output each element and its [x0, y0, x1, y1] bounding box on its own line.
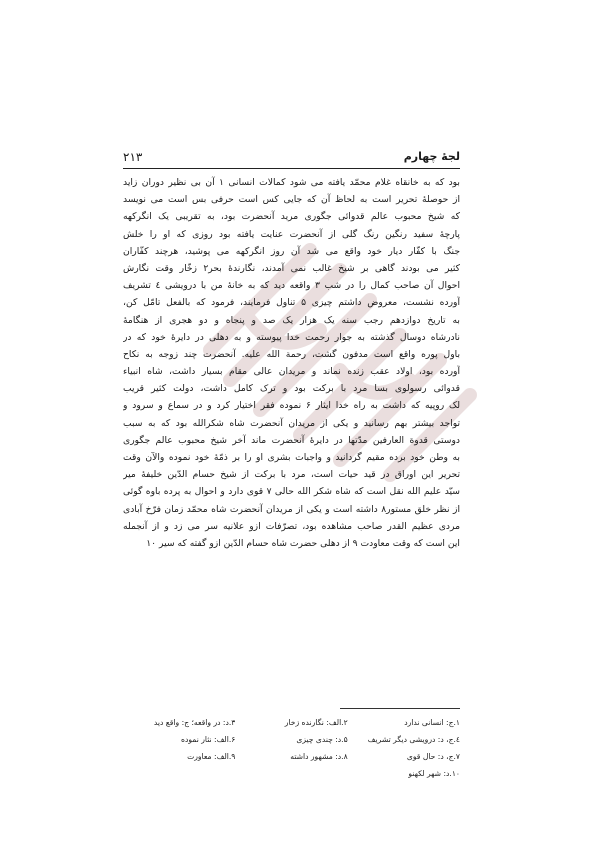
footnote-row: [123, 731, 460, 748]
text-line: آورده بود، اولاد عقب زنده نماند و مریدان عالی مقام بسیار داشت، شاه انبیاء: [123, 366, 460, 378]
footnote: ۷.ج، د: حال قوی: [406, 752, 460, 761]
text-line: سیّد علیم الله نقل است که شاه شکر الله حالی ۷ قوی دارد و احوال به پرده باوه گوئی: [123, 486, 460, 498]
footnote: ۵.د: چندی چیزی: [296, 735, 348, 744]
footnote: ۶.الف: نثار نموده: [181, 735, 236, 744]
footnote: [235, 765, 347, 782]
text-line: بود که به خانقاه غلام محمّد یافته می شود کمالات انسانی ۱ آن بی نظیر دوران زاید: [123, 177, 460, 188]
text-line: از حوصلۀ تحریر است به لحاظ آن که جایی کس است حرفی بس است می نویسد: [123, 194, 460, 206]
footnote-row: [123, 714, 460, 731]
page-number: ۲۱۳: [123, 150, 143, 164]
footnote: ۹.الف: معاورت: [187, 752, 236, 761]
main-text-block: [123, 174, 460, 552]
text-line: به وطن خود برده مقیم گردانید و واجبات بشری او را بر ذمّۀ خود نموده والآن وقت: [123, 452, 460, 463]
footnote: ۳.د: در واقعه؛ ج: واقع دید: [153, 718, 236, 727]
footnote-row: [123, 748, 460, 765]
footnote: ۲.الف: نگارنده زخار: [284, 718, 348, 727]
text-line: از نظر خلق مستور۸ داشته است و یکی از مریدان آنحضرت شاه محمّد زمان فرّخ آبادی: [123, 503, 460, 515]
footnote: [123, 765, 235, 782]
text-line: این است که وقت معاودت ۹ از دهلی حضرت شاه حسام الدّین ازو گفته که سیر ۱۰: [146, 537, 460, 549]
footnote: ۸.د: مشهور داشته: [290, 752, 348, 761]
text-line: تحریر این اوراق در قید حیات است، مرد با برکت از شیخ حسام الدّین خلیفۀ میر: [123, 469, 460, 481]
text-line: قدوائی رسولوی بسا مرد با برکت بود و ترک کامل داشت، دولت کثیر قریب: [123, 383, 460, 395]
text-line: کثیر می بودند گاهی بر شیخ غالب نمی آمدند، نگارندۀ بحر۲ زخّار وقت نگارش: [123, 262, 460, 274]
footnote: ٤.ج، د: درویشی دیگر تشریف: [367, 735, 460, 744]
footnote: ۱.ج: انسانی ندارد: [404, 718, 460, 727]
text-line: به تاریخ دوازدهم رجب سنه یک هزار یک صد و پنجاه و دو هجری از هنگامۀ: [123, 314, 460, 326]
text-line: باول پوره واقع است مدفون گشت، رحمة الله علیه. آنحضرت چند زوجه به نکاح: [123, 348, 460, 360]
text-line: مردی عظیم القدر صاحب مشاهده بود، تصرّفات ازو علانیه سر می زد و از آنجمله: [123, 520, 460, 532]
text-line: آورده نشست، معروض داشتم چیزی ۵ تناول فرمایند، فرمود که بالفعل تامّل کن،: [123, 297, 460, 309]
footnote-divider: [340, 708, 460, 709]
text-line: احوال آن صاحب کمال را در شب ۳ واقعه دید که به خانۀ من با درویشی ٤ تشریف: [123, 280, 460, 292]
text-line: که شیخ محبوب عالم قدوائی جگوری مرید آنحضرت بود، به تقریبی یک انگرکهه: [123, 211, 460, 223]
header-divider: [123, 168, 460, 169]
running-header: [123, 148, 460, 166]
footnote: ۱۰.د: شهر لکهنو: [408, 769, 460, 778]
footnotes-block: [123, 714, 460, 782]
text-line: تواجد بیشتر بهم رسانید و یکی از مریدان آنحضرت شاه شکرالله بود که به سبب: [123, 417, 460, 429]
text-line: دوستی قدوة العارفین مدّتها در دایرۀ آنحضرت ماند آخر شیخ محبوب عالم جگوری: [123, 434, 460, 446]
text-line: لک روپیه که داشت به راه خدا ایثار ۶ نموده فقر اختیار کرد و در سماع و سرود و: [123, 400, 460, 412]
footnote-row: [123, 765, 460, 782]
text-line: جنگ با کفّار دیار خود واقع می شد آن روز انگرکهه می پوشید، هرچند کفّاران: [123, 245, 460, 257]
text-line: نادرشاه دوسال گذشته به جوار رحمت خدا پیوسته و به دهلی در دایرۀ خود که در: [123, 331, 460, 343]
text-line: پارچۀ سفید رنگین رنگ گلی از آنحضرت عنایت یافته بود روزی که او را خلش: [123, 228, 460, 240]
chapter-title: لجۀ چهارم: [403, 150, 460, 163]
